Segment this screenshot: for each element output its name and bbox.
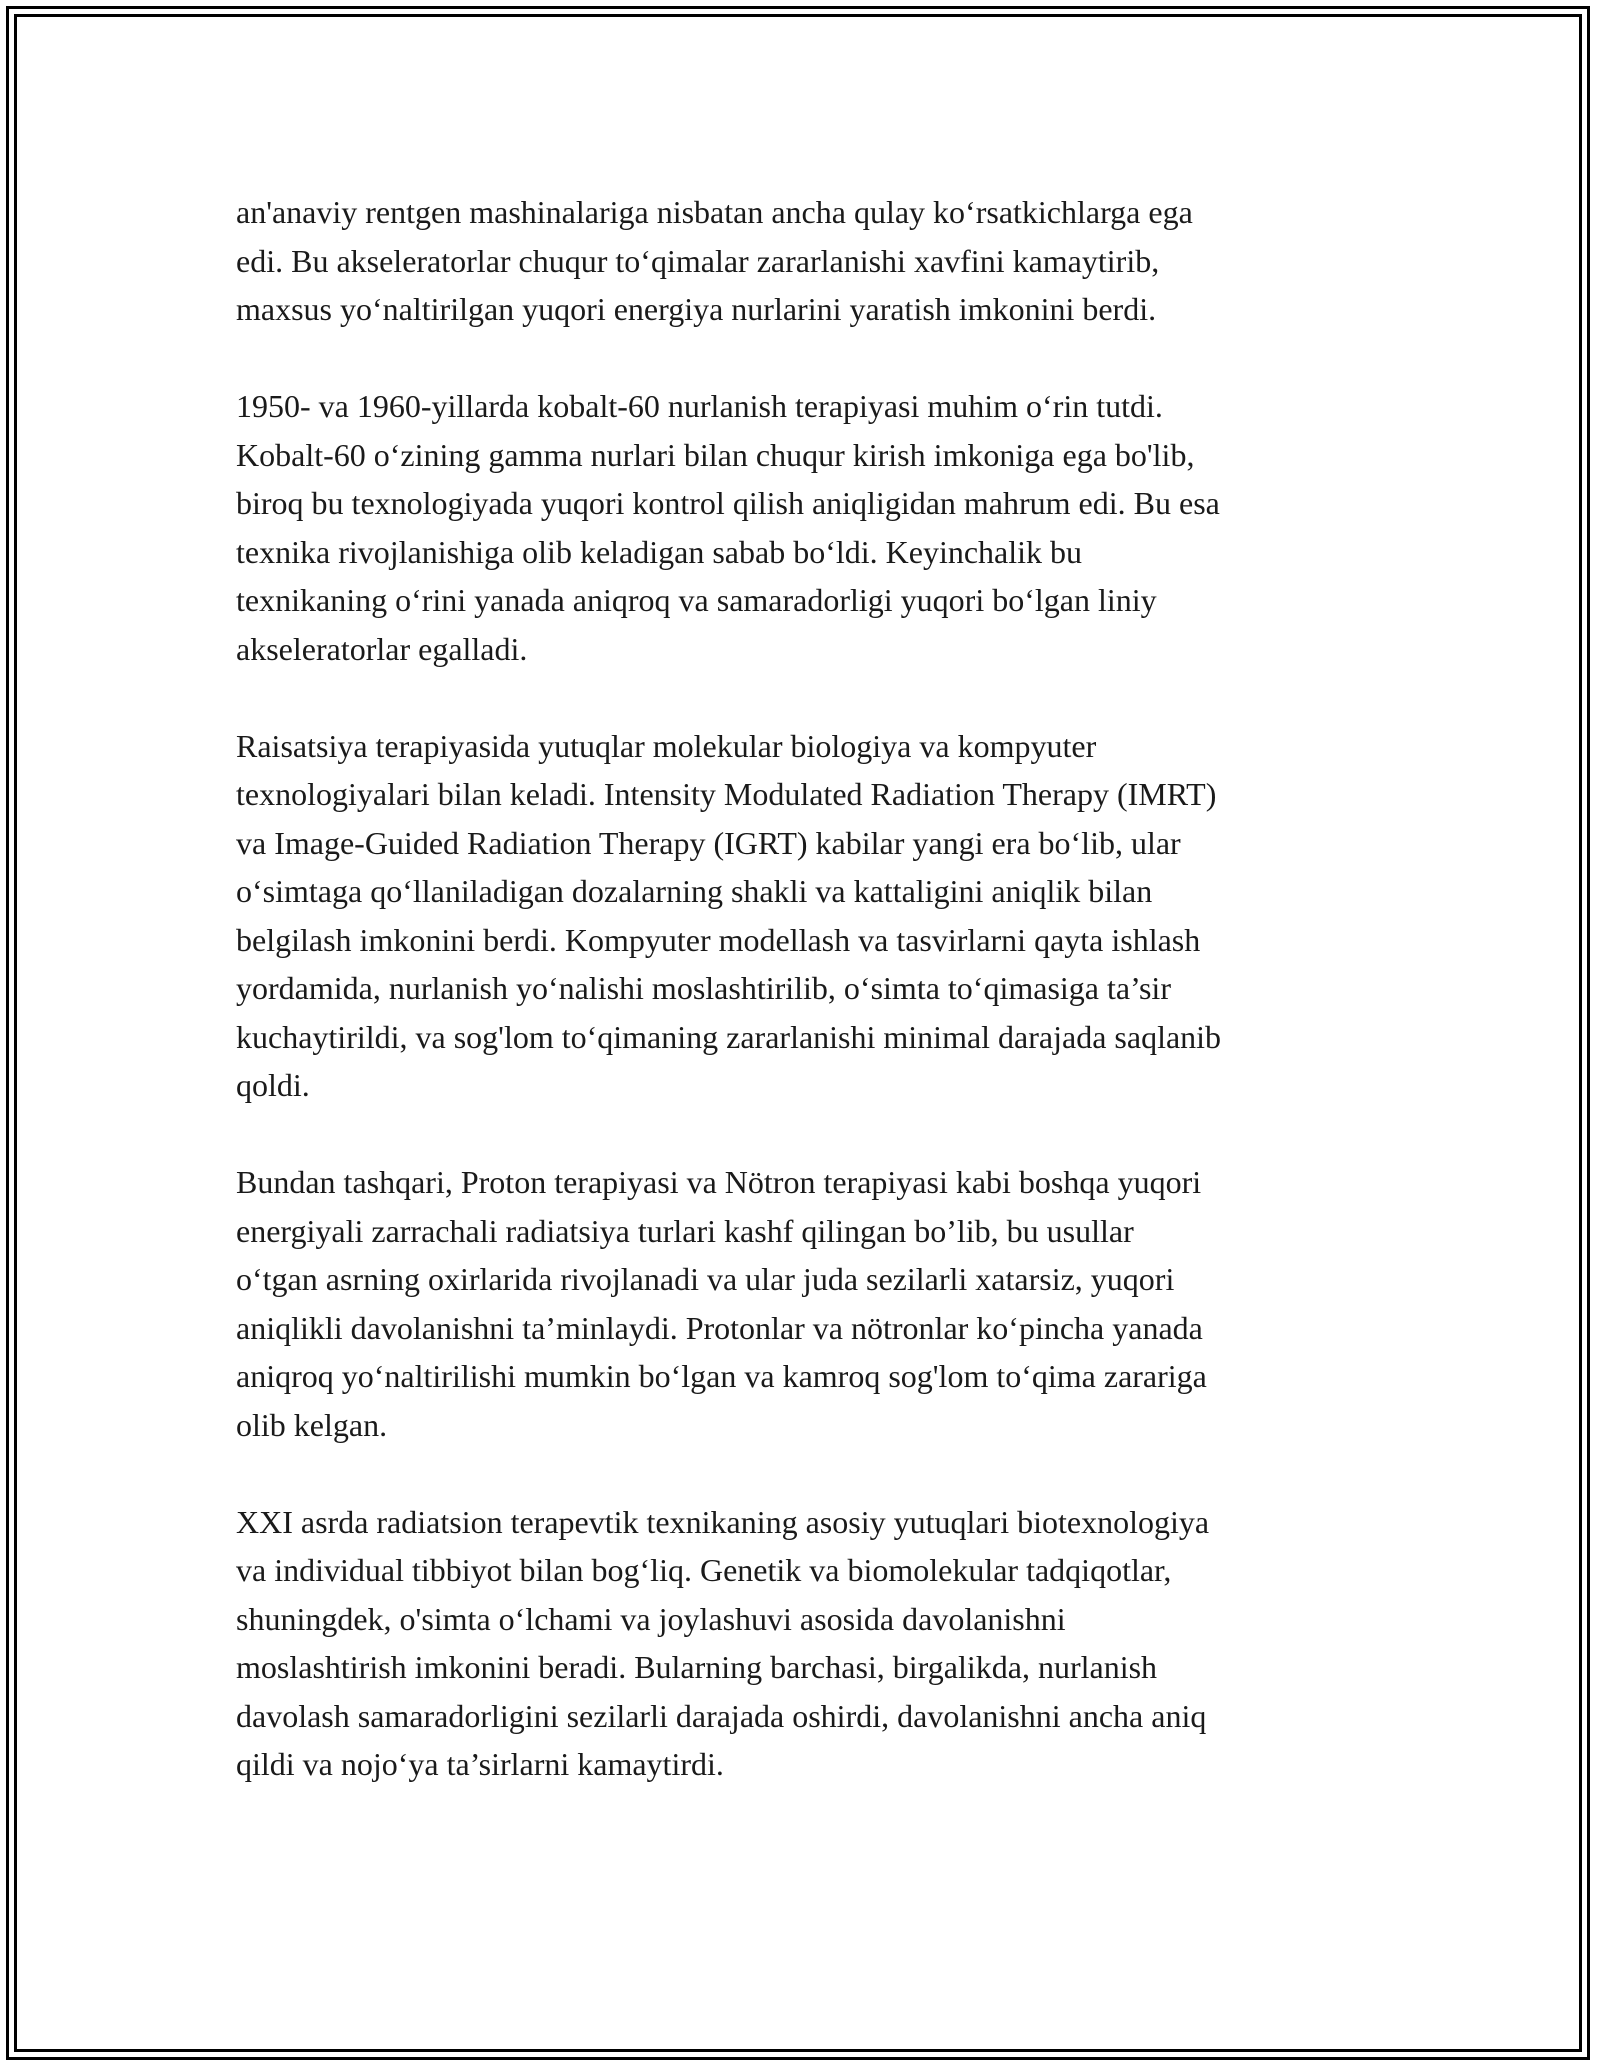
paragraph-5: XXI asrda radiatsion terapevtik texnikaning asosiy yutuqlari biotexnologiya va individual tibbiyot bilan bog‘liq. Genetik va biomolekular tadqiqotlar, shuningdek, o'simta o‘lchami va joylashuvi asosida davolanishni moslashtirish imkonini beradi. Bularning barchasi, birgalikda, nurlanish davolash samaradorligini sezilarli darajada oshirdi, davolanishni ancha aniq qildi va nojo‘ya ta’sirlarni kamaytirdi. [236,1503,1210,1782]
paragraph-2: 1950- va 1960-yillarda kobalt-60 nurlanish terapiyasi muhim o‘rin tutdi. Kobalt-60 o‘zining gamma nurlari bilan chuqur kirish imkoniga ega bo'lib, biroq bu texnologiyada yuqori kontrol qilish aniqligidan mahrum edi. Bu esa texnika rivojlanishiga olib keladigan sabab bo‘ldi. Keyinchalik bu texnikaning o‘rini yanada aniqroq va samaradorligi yuqori bo‘lgan liniy akseleratorlar egalladi. [236,388,1220,667]
document-body [236,188,1386,1837]
paragraph-1: an'anaviy rentgen mashinalariga nisbatan ancha qulay ko‘rsatkichlarga ega edi. Bu akseleratorlar chuqur to‘qimalar zararlanishi xavfini kamaytirib, maxsus yo‘naltirilgan yuqori energiya nurlarini yaratish imkonini berdi. [236,194,1193,327]
paragraph-4: Bundan tashqari, Proton terapiyasi va Nötron terapiyasi kabi boshqa yuqori energiyali zarrachali radiatsiya turlari kashf qilingan bo’lib, bu usullar o‘tgan asrning oxirlarida rivojlanadi va ular juda sezilarli xatarsiz, yuqori aniqlikli davolanishni ta’minlaydi. Protonlar va nötronlar ko‘pincha yanada aniqroq yo‘naltirilishi mumkin bo‘lgan va kamroq sog'lom to‘qima zarariga olib kelgan. [236,1164,1207,1443]
paragraph-3: Raisatsiya terapiyasida yutuqlar molekular biologiya va kompyuter texnologiyalari bilan keladi. Intensity Modulated Radiation Therapy (IMRT) va Image-Guided Radiation Therapy (IGRT) kabilar yangi era bo‘lib, ular o‘simtaga qo‘llaniladigan dozalarning shakli va kattaligini aniqlik bilan belgilash imkonini berdi. Kompyuter modellash va tasvirlarni qayta ishlash yordamida, nurlanish yo‘nalishi moslashtirilib, o‘simta to‘qimasiga ta’sir kuchaytirildi, va sog'lom to‘qimaning zararlanishi minimal darajada saqlanib qoldi. [236,727,1222,1103]
